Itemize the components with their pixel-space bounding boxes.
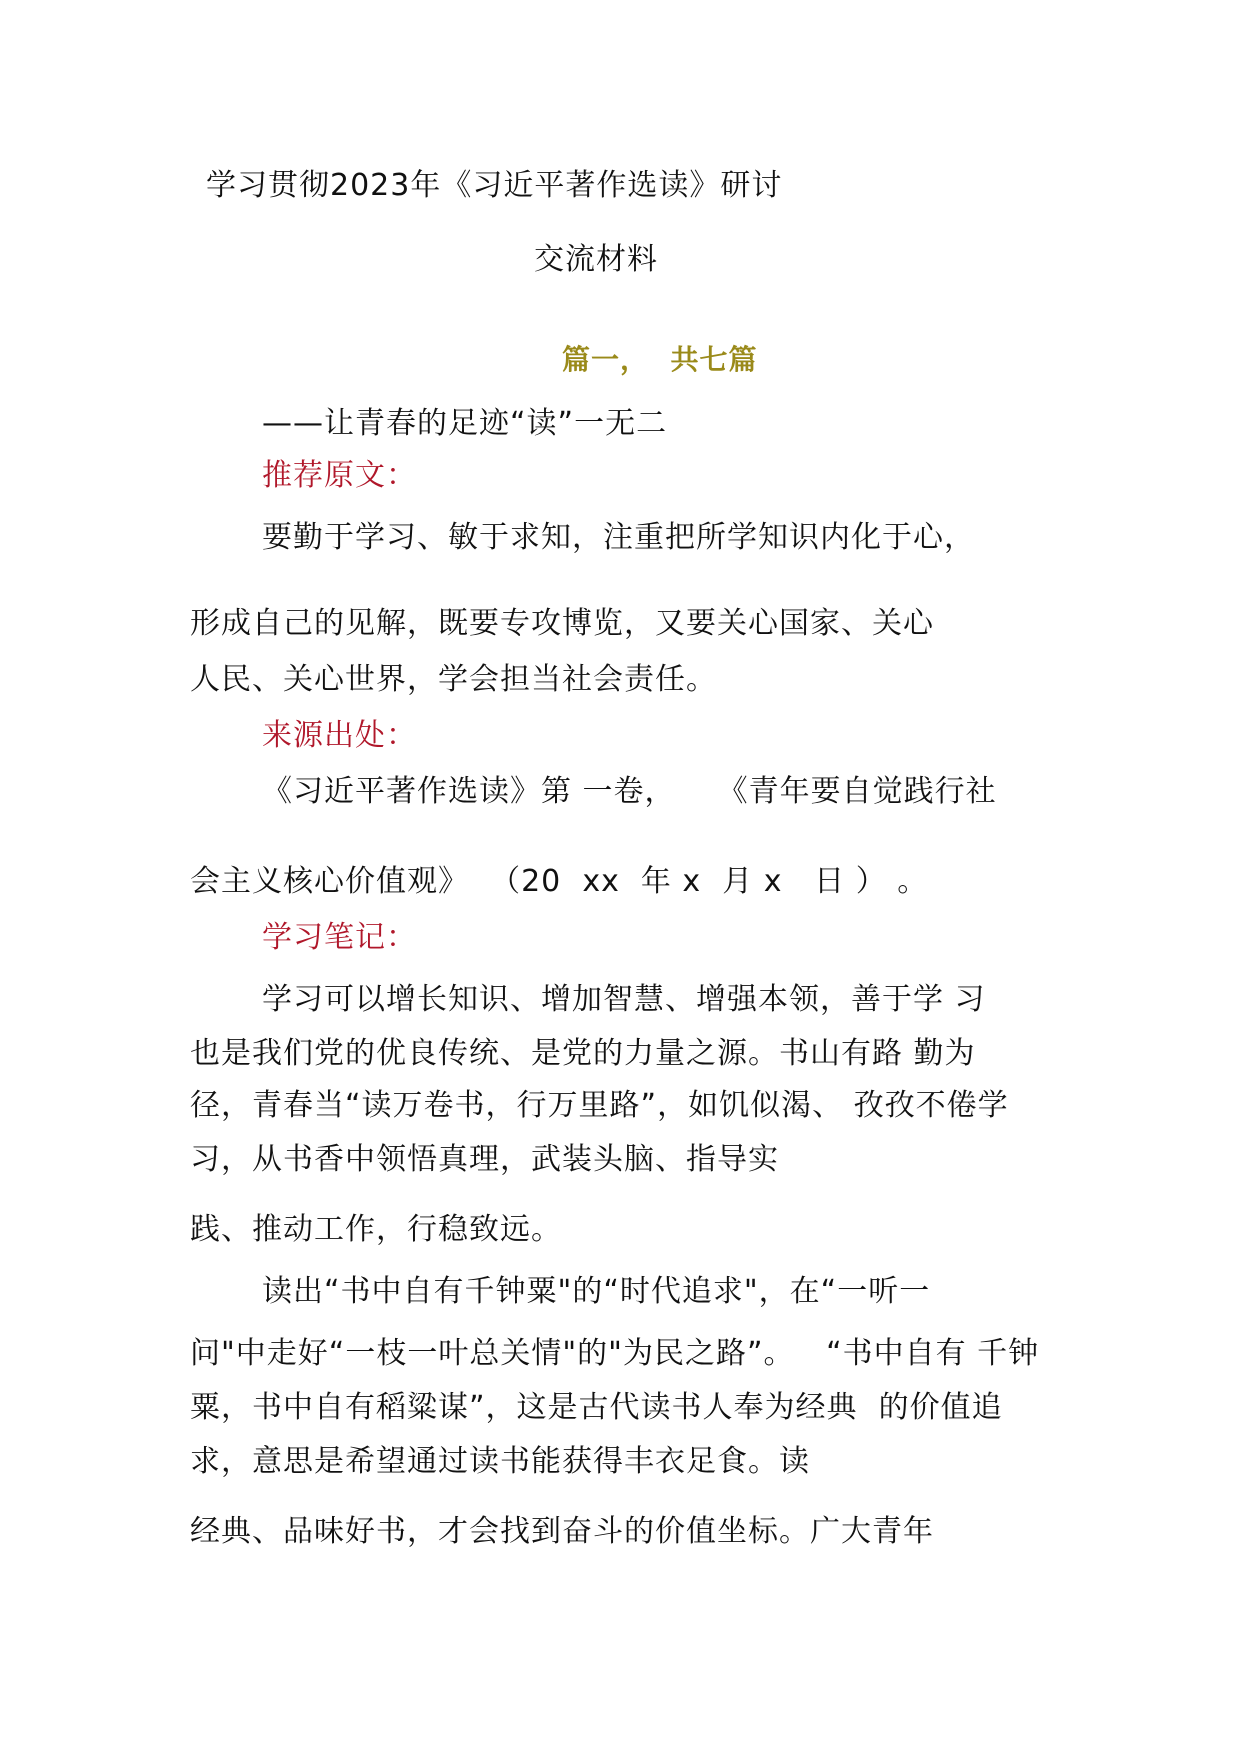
notes-label: 学习笔记： xyxy=(262,920,417,955)
part-heading: 篇一， 共七篇 xyxy=(562,343,758,376)
notes-text-line: 读出“书中自有千钟粟"的“时代追求"，在“一听一 xyxy=(262,1274,931,1309)
subtitle: ——让青春的足迹“读”一无二 xyxy=(262,406,668,441)
notes-text-line: 求，意思是希望通过读书能获得丰衣足食。读 xyxy=(190,1444,810,1479)
source-text-line: 《习近平著作选读》第 一卷， 《青年要自觉践行社 xyxy=(262,774,997,809)
notes-text-line: 问"中走好“一枝一叶总关情"的"为民之路”。 “书中自有 千钟 xyxy=(190,1336,1040,1371)
document-title-line1: 学习贯彻2023年《习近平著作选读》研讨 xyxy=(206,168,783,203)
source-label: 来源出处： xyxy=(262,718,417,753)
recommend-text-line: 要勤于学习、敏于求知，注重把所学知识内化于心， xyxy=(262,520,975,555)
notes-text-line: 学习可以增长知识、增加智慧、增强本领，善于学 习 xyxy=(262,982,986,1017)
notes-text-line: 经典、品味好书，才会找到奋斗的价值坐标。广大青年 xyxy=(190,1514,934,1549)
notes-text-line: 也是我们党的优良传统、是党的力量之源。书山有路 勤为 xyxy=(190,1036,976,1071)
notes-text-line: 径，青春当“读万卷书，行万里路”，如饥似渴、 孜孜不倦学 xyxy=(190,1088,1009,1123)
document-title-line2: 交流材料 xyxy=(534,242,658,277)
recommend-text-line: 人民、关心世界，学会担当社会责任。 xyxy=(190,662,717,697)
recommend-label: 推荐原文： xyxy=(262,458,417,493)
notes-text-line: 践、推动工作，行稳致远。 xyxy=(190,1212,562,1247)
source-text-line: 会主义核心价值观》 （20 xx 年 x 月 x 日 ） 。 xyxy=(190,864,929,899)
notes-text-line: 习，从书香中领悟真理，武装头脑、指导实 xyxy=(190,1142,779,1177)
recommend-text-line: 形成自己的见解，既要专攻博览，又要关心国家、关心 xyxy=(190,606,934,641)
notes-text-line: 粟，书中自有稻粱谋”，这是古代读书人奉为经典 的价值追 xyxy=(190,1390,1003,1425)
